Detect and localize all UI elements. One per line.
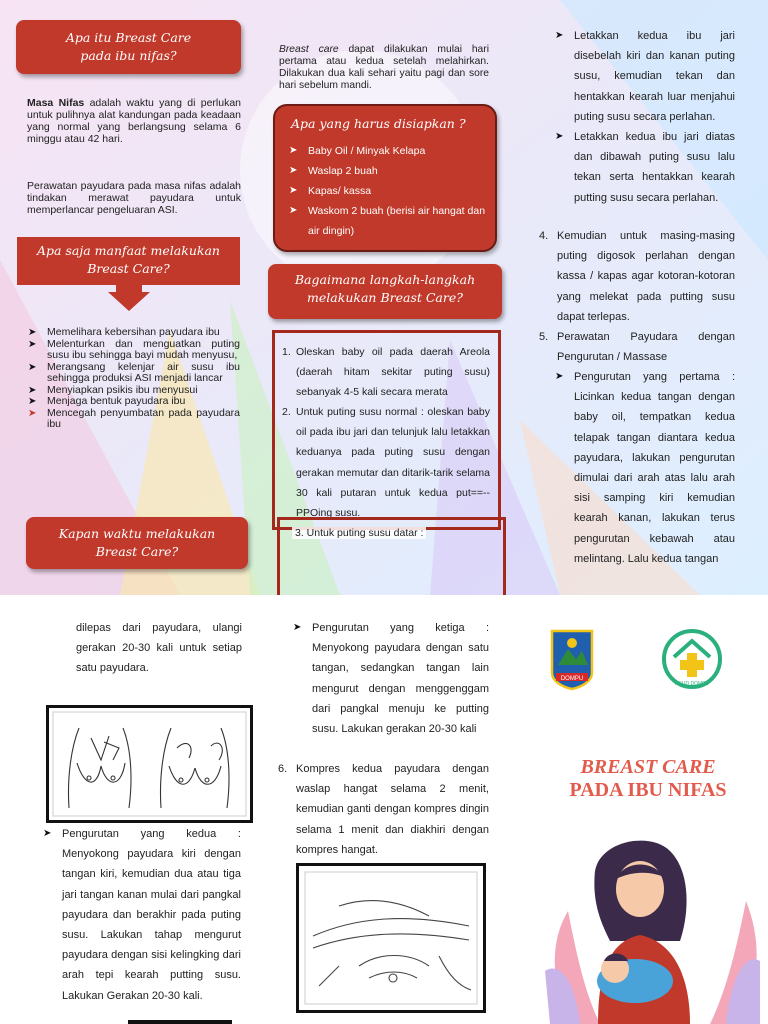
- arrow-bullet-icon: ➤: [555, 30, 564, 41]
- list-item: ➤ Waslap 2 buah: [289, 161, 489, 181]
- compress-drawing: [299, 866, 483, 1010]
- list-item: 1. Oleskan baby oil pada daerah Areola (daerah hitam sekitar puting susu) sebanyak 4-5 kali secara merata: [282, 346, 490, 399]
- list-item: ➤ Letakkan kedua ibu jari diatas dan dibawah puting susu lalu tekan serta hentakkan kearah putting susu secara perlahan.: [555, 127, 735, 208]
- supplies-box: [273, 104, 497, 252]
- continued-text: dilepas dari payudara, ulangi gerakan 20-30 kali untuk setiap satu payudara.: [76, 622, 242, 675]
- cover-title: [548, 756, 748, 802]
- logo1-text: DOMPU: [560, 676, 584, 682]
- second-massage-list: [43, 824, 241, 1006]
- list-item: ➤ Letakkan kedua ibu jari disebelah kiri dan kanan puting susu, kemudian tekan dan hentakkan kearah luar menjahui puting susu secara perlahan.: [555, 26, 735, 127]
- step6: [278, 759, 489, 860]
- step-text: Kemudian untuk masing-masing puting digosok perlahan dengan kassa / kapas agar kotoran-kotoran yang melekat pada putting susu dapat terlepas.: [557, 230, 735, 323]
- mother-baby-illustration: [540, 831, 765, 1024]
- list-item: ➤ Waskom 2 buah (berisi air hangat dan air dingin): [289, 201, 489, 241]
- arrow-bullet-icon: ➤: [28, 407, 37, 419]
- arrow-bullet-icon: ➤: [555, 131, 564, 143]
- arrow-bullet-icon: ➤: [43, 828, 52, 839]
- arrow-bullet-icon: ➤: [28, 361, 37, 373]
- arrow-bullet-icon: ➤: [555, 371, 564, 382]
- step-number: 4.: [539, 230, 549, 242]
- list-item: ➤ Kapas/ kassa: [289, 181, 489, 201]
- list-item: ➤ Memelihara kebersihan payudara ibu: [28, 326, 220, 338]
- step5: [539, 327, 735, 367]
- steps-list: [282, 342, 490, 523]
- list-item: ➤ Pengurutan yang pertama : Licinkan kedua tangan dengan baby oil, tempatkan kedua telapak tangan diantara kedua payudara, lakukan pengurutan dimulai dari arah atas lalu arah sisi samping kiri kemudian kearah kanan, lakukan terus pengurutan kebawah atau melintang. Lalu kedua tangan: [555, 367, 735, 569]
- arrow-bullet-icon: ➤: [28, 327, 37, 338]
- step-text: Perawatan Payudara dengan Pengurutan / Massase: [557, 331, 735, 364]
- step-number: 6.: [278, 763, 288, 775]
- list-item: 2. Untuk puting susu normal : oleskan baby oil pada ibu jari dan telunjuk lalu letakkan keduanya pada puting susu dengan gerakan memutar dan ditarik-tarik selama 30 kali putaran untuk kedua put==--PPOing susu.: [282, 406, 490, 519]
- arrow-bullet-icon: ➤: [28, 396, 37, 407]
- compress-illustration: [296, 863, 486, 1013]
- benefits-list: [28, 327, 240, 431]
- arrow-bullet-icon: ➤: [293, 622, 302, 633]
- when-heading: Kapan waktu melakukan Breast Care?: [26, 517, 248, 569]
- supplies-list: [289, 141, 489, 241]
- step3-text: 3. Untuk puting susu datar :: [292, 527, 426, 539]
- benefits-heading: Apa saja manfaat melakukan Breast Care?: [17, 237, 240, 285]
- list-item: ➤ Pengurutan yang ketiga : Menyokong payudara dengan satu tangan, sedangkan tangan lain mengurut dengan menggenggam dari pangkal menuju ke putting susu. Lakukan gerakan 20-30 kali: [293, 618, 489, 739]
- list-item: ➤ Merangsang kelenjar air susu ibu sehingga produksi ASI menjadi lancar: [28, 360, 240, 384]
- logo2-text: RSUD DOMPU: [674, 681, 710, 687]
- cover-title-line1: BREAST CARE: [580, 756, 716, 778]
- massage-illustration-1: [46, 705, 253, 823]
- list-item: ➤ Menyiapkan psikis ibu menyusui: [28, 383, 198, 396]
- breast-massage-drawing: [49, 708, 250, 820]
- step-text: Kompres kedua payudara dengan waslap hangat selama 2 menit, kemudian ganti dengan kompres dingin selama 1 menit dan diakhiri dengan kompres hangat.: [296, 763, 489, 856]
- steps-heading: Bagaimana langkah-langkah melakukan Breast Care?: [268, 264, 502, 319]
- flat-nipple-sublist: [555, 26, 735, 208]
- step4: [539, 226, 735, 327]
- breast-care-intro: Breast care dapat dilakukan mulai hari pertama atau kedua setelah melahirkan. Dilakukan dua kali sehari yaitu pagi dan sore hari sebelum mandi.: [279, 44, 489, 91]
- what-is-breast-care-heading: Apa itu Breast Care pada ibu nifas?: [16, 20, 241, 74]
- cover-title-line2: PADA IBU NIFAS: [569, 779, 727, 801]
- hospital-logo: [660, 627, 724, 691]
- list-item: ➤ Baby Oil / Minyak Kelapa: [289, 141, 489, 161]
- list-item: ➤ Menjaga bentuk payudara ibu: [28, 395, 186, 407]
- arrow-bullet-icon: ➤: [28, 384, 37, 396]
- down-arrow-icon: [108, 284, 150, 312]
- list-item: ➤ Melenturkan dan menguatkan puting susu ibu sehingga bayi mudah menyusu,: [28, 337, 240, 361]
- arrow-bullet-icon: ➤: [289, 185, 298, 196]
- arrow-bullet-icon: ➤: [289, 205, 298, 216]
- masa-nifas-paragraph: Masa Nifas adalah waktu yang di perlukan untuk pulihnya alat kandungan pada keadaan yang normal yang berlangsung selama 6 minggu atau 42 hari.: [27, 97, 242, 145]
- arrow-bullet-icon: ➤: [289, 145, 298, 156]
- perawatan-paragraph: Perawatan payudara pada masa nifas adalah tindakan merawat payudara untuk memperlancar pengeluaran ASI.: [27, 180, 241, 216]
- list-item: ➤ Pengurutan yang kedua : Menyokong payudara kiri dengan tangan kiri, kemudian dua atau tiga jari tangan kanan mulai dari pangkal payudara dan berakhir pada puting susu. Lakukan tahap mengurut payudara dengan sisi kelingking dari arah tepi kearah putting susu. Lakukan Gerakan 20-30 kali.: [43, 824, 241, 1006]
- third-massage-list: [293, 618, 489, 739]
- arrow-bullet-icon: ➤: [28, 338, 37, 350]
- supplies-heading: Apa yang harus disiapkan ?: [291, 116, 466, 131]
- dompu-emblem-logo: [548, 627, 596, 691]
- next-image-frame-edge: [128, 1020, 232, 1024]
- massage-sublist: [555, 367, 735, 569]
- list-item: ➤ Mencegah penyumbatan pada payudara ibu: [28, 406, 240, 430]
- arrow-bullet-icon: ➤: [289, 165, 298, 176]
- brochure-inner-side: [0, 595, 768, 1024]
- step-number: 5.: [539, 331, 549, 343]
